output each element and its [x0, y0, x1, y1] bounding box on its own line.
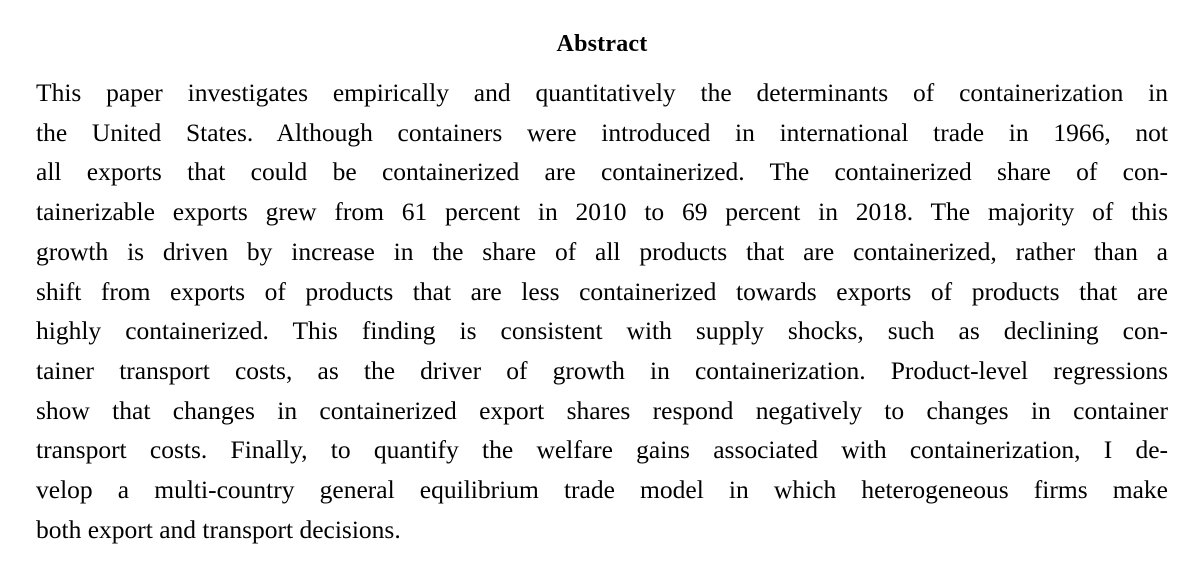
abstract-line: growth is driven by increase in the share of all products that are containerized, rather than a: [36, 236, 1168, 266]
abstract-line: transport costs. Finally, to quantify the welfare gains associated with containerization, I de-: [36, 435, 1168, 465]
abstract-line: shift from exports of products that are less containerized towards exports of products that are: [36, 276, 1168, 306]
abstract-heading: Abstract: [556, 31, 648, 57]
abstract-line: tainerizable exports grew from 61 percent in 2010 to 69 percent in 2018. The majority of this: [36, 197, 1168, 227]
abstract-section: [36, 0, 1168, 549]
abstract-line: This paper investigates empirically and quantitatively the determinants of containerization in: [36, 78, 1168, 107]
abstract-line: velop a multi-country general equilibrium trade model in which heterogeneous firms make: [36, 475, 1168, 505]
abstract-line: highly containerized. This finding is consistent with supply shocks, such as declining con-: [36, 316, 1168, 346]
abstract-line: all exports that could be containerized are containerized. The containerized share of con-: [36, 157, 1168, 187]
abstract-line: tainer transport costs, as the driver of growth in containerization. Product-level regressions: [36, 355, 1168, 385]
abstract-line: show that changes in containerized export shares respond negatively to changes in container: [36, 395, 1168, 425]
abstract-body: [36, 73, 1168, 549]
abstract-line: both export and transport decisions.: [36, 514, 401, 544]
abstract-line: the United States. Although containers were introduced in international trade in 1966, not: [36, 117, 1168, 147]
